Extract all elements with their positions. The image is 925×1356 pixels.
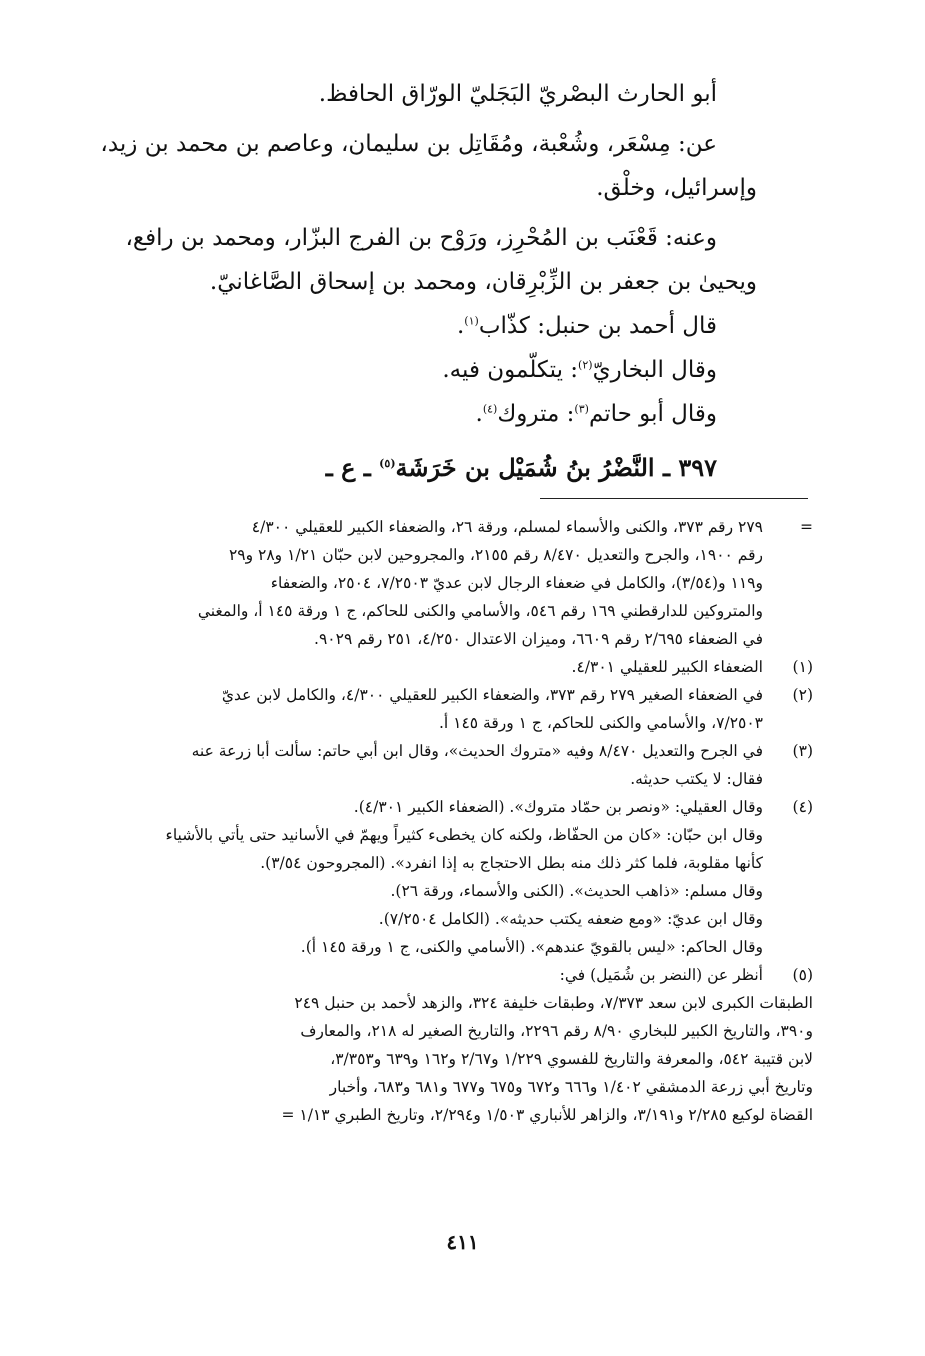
footnote-3 <box>108 737 813 793</box>
footnote-line: لابن قتيبة ٥٤٢، والمعرفة والتاريخ للفسوي ١/٢٢٩ و٢/٦٧ و١٦٢ و٦٣٩ و٣/٣٥٣، <box>330 1050 813 1068</box>
footnote-continued <box>108 513 813 653</box>
saying-bukhari <box>97 348 757 392</box>
footnote-separator <box>540 498 808 499</box>
main-line-5: ويحيىٰ بن جعفر بن الزِّبْرِقان، ومحمد بن إسحاق الصَّاغانيّ. <box>209 269 757 295</box>
footnote-ref-5: (٥) <box>379 457 396 470</box>
footnote-line: في الضعفاء الصغير ٢٧٩ رقم ٣٧٣، والضعفاء الكبير للعقيلي ٤/٣٠٠، والكامل لابن عديّ <box>221 686 763 704</box>
footnote-line: في الجرح والتعديل ٨/٤٧٠ وفيه «متروك الحديث»، وقال ابن أبي حاتم: سألت أبا زرعة عنه <box>191 742 763 760</box>
footnote-ref-4: (٤) <box>482 402 498 416</box>
footnote-line: فقال: لا يكتب حديثه. <box>630 770 763 788</box>
saying-abu-hatim <box>97 392 757 436</box>
page-number: ٤١١ <box>446 1230 479 1254</box>
footnote-ref-2: (٢) <box>578 358 593 372</box>
footnote-line: و١١٩ و(٣/٥٤)، والكامل في ضعفاء الرجال لابن عديّ ٧/٢٥٠٣، ٢٥٠٤، والضعفاء <box>270 574 763 592</box>
footnote-ref-1: (١) <box>464 314 479 328</box>
entry-title: ٣٩٧ ـ النَّضْرُ بنُ شُمَيْل بن خَرَشَة <box>395 453 717 482</box>
footnotes <box>108 513 813 1129</box>
footnote-line: رقم ١٩٠٠، والجرح والتعديل ٨/٤٧٠ رقم ٢١٥٥، والمجروحين لابن حبّان ١/٢١ و٢٨ و٢٩ <box>228 546 763 564</box>
footnote-line: في الضعفاء ٢/٦٩٥ رقم ٦٦٠٩، وميزان الاعتدال ٤/٢٥٠، ٢٥١ رقم ٩٠٢٩. <box>314 630 763 648</box>
saying-ahmad <box>97 304 757 348</box>
saying-bukhari-end: : يتكلّمون فيه. <box>442 357 579 383</box>
main-line-3: وإسرائيل، وخلْق. <box>596 175 757 201</box>
entry-siglum: ـ ع ـ <box>325 453 380 482</box>
footnote-5-number: (٥) <box>792 966 813 984</box>
footnote-ref-3: (٣) <box>574 402 589 416</box>
footnote-line: الطبقات الكبرى لابن سعد ٧/٣٧٣، وطبقات خليفة ٣٢٤، والزهد لأحمد بن حنبل ٢٤٩ <box>294 994 813 1012</box>
main-text <box>97 72 757 492</box>
entry-heading <box>97 444 757 492</box>
footnote-3-number: (٣) <box>792 742 813 760</box>
footnote-line: و٣٩٠، والتاريخ الكبير للبخاري ٨/٩٠ رقم ٢٢٩٦، والتاريخ الصغير له ٢١٨، والمعارف <box>300 1022 813 1040</box>
main-line-1: أبو الحارث البصْريّ البَجَليّ الورّاق الحافظ. <box>318 81 717 107</box>
saying-bukhari-text: وقال البخاريّ <box>592 357 717 383</box>
footnote-2-number: (٢) <box>792 686 813 704</box>
footnote-line: وقال ابن عديّ: «ومع ضعفه يكتب حديثه». (الكامل ٧/٢٥٠٤). <box>378 910 763 928</box>
main-line-2: عن: مِسْعَر، وشُعْبة، ومُقَاتِل بن سليمان، وعاصم بن محمد بن زيد، <box>100 131 717 157</box>
main-line-4: وعنه: قَعْنَب بن المُحْرِز، ورَوْح بن الفرج البزّار، ومحمد بن رافع، <box>125 225 717 251</box>
footnote-4 <box>108 793 813 961</box>
footnote-line: وقال ابن حبّان: «كان من الحفّاظ، ولكنه كان يخطىء كثيراً ويهمّ في الأسانيد حتى يأتي بالأشياء <box>165 826 763 844</box>
footnote-1-number: (١) <box>792 658 813 676</box>
footnote-line: كأنها مقلوبة، فلما كثر ذلك منه بطل الاحتجاج به إذا انفرد». (المجروحون ٣/٥٤). <box>260 854 763 872</box>
saying-ahmad-text: قال أحمد بن حنبل: كذّاب <box>478 313 717 339</box>
saying-ahmad-end: . <box>456 313 465 339</box>
footnote-5 <box>108 961 813 1129</box>
footnote-line: وقال الحاكم: «ليس بالقويّ عندهم». (الأسامي والكنى، ج ١ ورقة ١٤٥ أ). <box>300 938 763 956</box>
footnote-line: أنظر عن (النضر بن شُمَيل) في: <box>559 966 763 984</box>
footnote-line: والمتروكين للدارقطني ١٦٩ رقم ٥٤٦، والأسامي والكنى للحاكم، ج ١ ورقة ١٤٥ أ، والمغني <box>197 602 763 620</box>
footnote-line: وتاريخ أبي زرعة الدمشقي ١/٤٠٢ و٦٦٦ و٦٧٢ و٦٧٥ و٦٧٧ و٦٨١ و٦٨٣، وأخبار <box>329 1078 813 1096</box>
footnote-line: وقال العقيلي: «ونصر بن حمّاد متروك». (الضعفاء الكبير ٤/٣٠١). <box>353 798 763 816</box>
footnote-4-number: (٤) <box>792 798 813 816</box>
footnote-line: الضعفاء الكبير للعقيلي ٤/٣٠١. <box>571 658 763 676</box>
footnote-line: القضاة لوكيع ٢/٢٨٥ و٣/١٩١، والزاهر للأنباري ١/٥٠٣ و٢/٢٩٤، وتاريخ الطبري ١/١٣ = <box>281 1106 813 1124</box>
saying-abu-hatim-mid: : متروك <box>497 401 575 427</box>
footnote-continued-mark: = <box>800 518 813 536</box>
footnote-2 <box>108 681 813 737</box>
footnote-1 <box>108 653 813 681</box>
footnote-line: وقال مسلم: «ذاهب الحديث». (الكنى والأسماء، ورقة ٢٦). <box>390 882 763 900</box>
footnote-line: ٢٧٩ رقم ٣٧٣، والكنى والأسماء لمسلم، ورقة ٢٦، والضعفاء الكبير للعقيلي ٤/٣٠٠ <box>251 518 763 536</box>
saying-abu-hatim-text: وقال أبو حاتم <box>588 401 717 427</box>
saying-abu-hatim-end: . <box>475 401 483 427</box>
footnote-line: ٧/٢٥٠٣، والأسامي والكنى للحاكم، ج ١ ورقة ١٤٥ أ. <box>438 714 763 732</box>
